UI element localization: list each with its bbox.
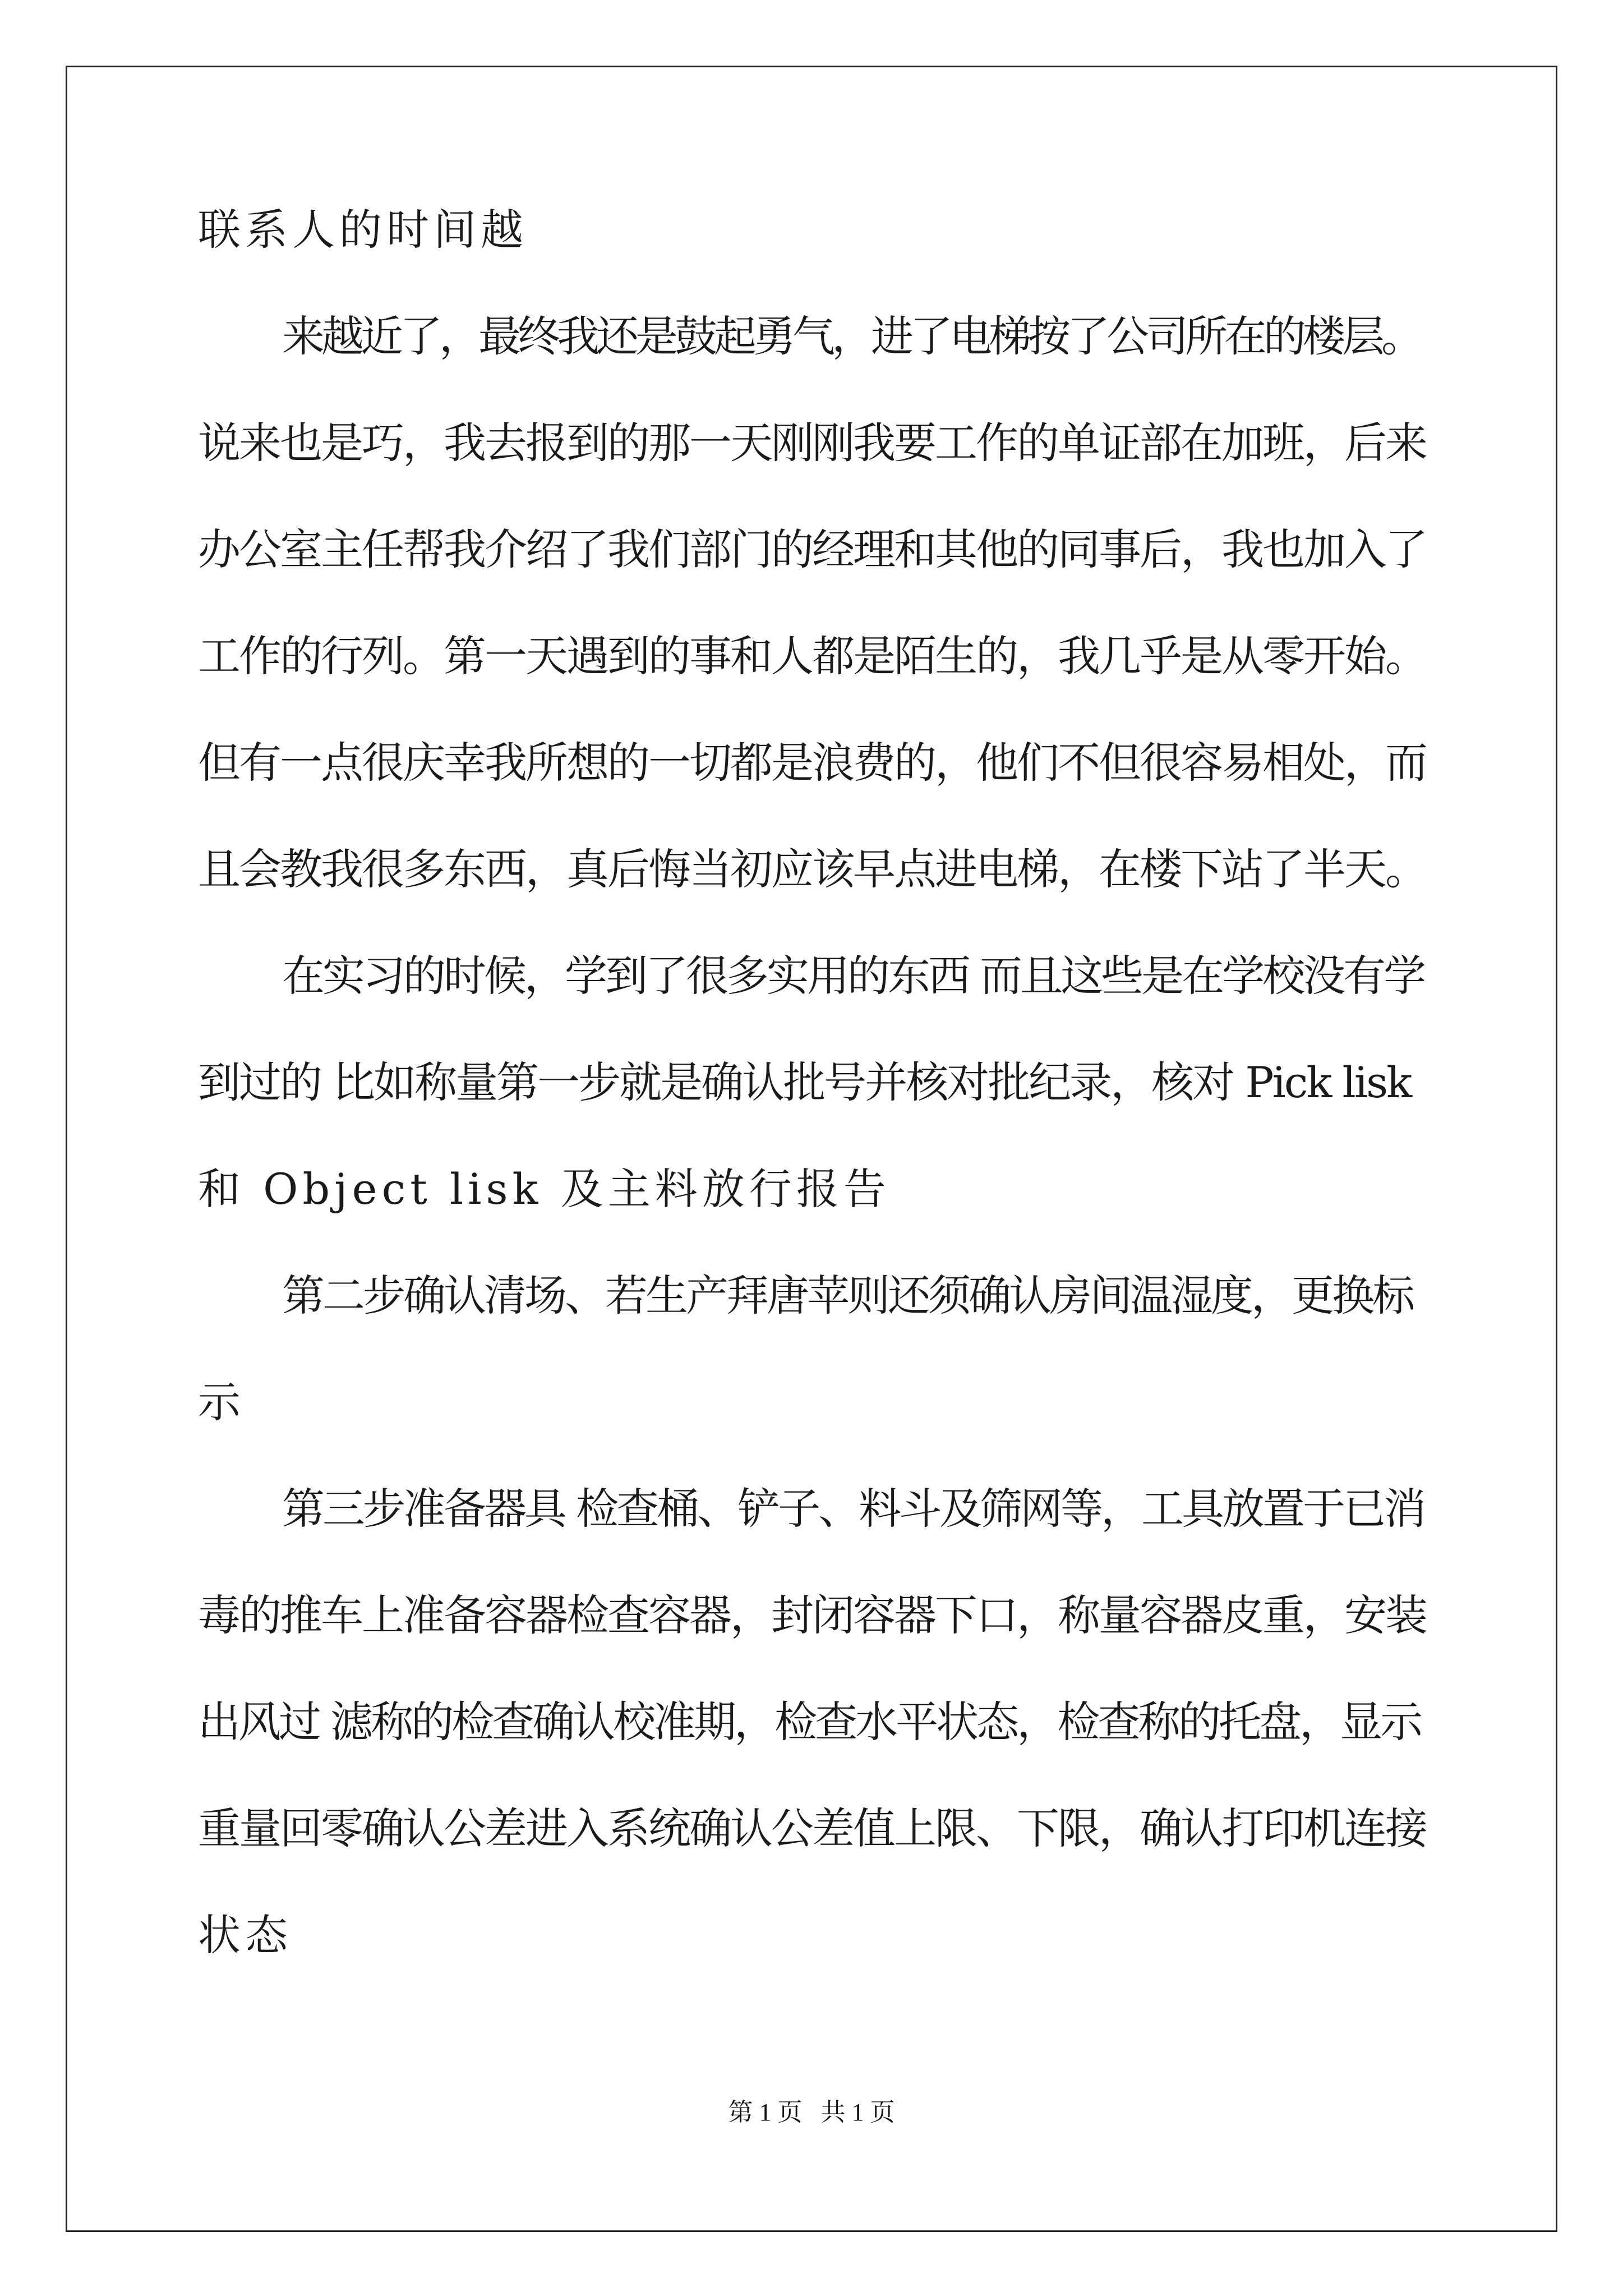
text-line-6: 但有一点很庆幸我所想的一切都是浪费的，他们不但很容易相处，而 xyxy=(198,738,1426,788)
text-line-12: 示 xyxy=(198,1377,245,1427)
text-line-5: 工作的行列。第一天遇到的事和人都是陌生的，我几乎是从零开始。 xyxy=(198,631,1426,681)
text-line-16: 重量回零确认公差进入系统确认公差值上限、下限，确认打印机连接 xyxy=(198,1803,1426,1853)
text-line-4: 办公室主任帮我介绍了我们部门的经理和其他的同事后，我也加入了 xyxy=(198,524,1426,574)
text-line-11: 第二步确认清场、若生产拜唐苹则还须确认房间温湿度，更换标 xyxy=(282,1271,1413,1320)
text-line-15: 出风过 滤称的检查确认校准期，检查水平状态，检查称的托盘，显示 xyxy=(198,1697,1421,1747)
text-line-14: 毒的推车上准备容器检查容器，封闭容器下口，称量容器皮重，安装 xyxy=(198,1590,1426,1640)
text-line-2: 来越近了，最终我还是鼓起勇气，进了电梯按了公司所在的楼层。 xyxy=(282,311,1421,361)
text-line-8: 在实习的时候，学到了很多实用的东西 而且这些是在学校没有学 xyxy=(282,951,1424,1001)
page-number-footer: 第 1 页 共 1 页 xyxy=(728,2099,895,2126)
text-line-7: 且会教我很多东西，真后悔当初应该早点进电梯，在楼下站了半天。 xyxy=(198,844,1426,894)
text-line-9: 到过的 比如称量第一步就是确认批号并核对批纪录，核对 Pick lisk xyxy=(198,1057,1411,1107)
text-line-17: 状态 xyxy=(198,1910,292,1960)
text-line-10: 和 Object lisk 及主料放行报告 xyxy=(198,1164,891,1214)
text-line-3: 说来也是巧，我去报到的那一天刚刚我要工作的单证部在加班，后来 xyxy=(198,418,1426,468)
text-line-13: 第三步准备器具 检查桶、铲子、料斗及筛网等，工具放置于已消 xyxy=(282,1484,1424,1534)
text-line-1: 联系人的时间越 xyxy=(198,205,528,255)
